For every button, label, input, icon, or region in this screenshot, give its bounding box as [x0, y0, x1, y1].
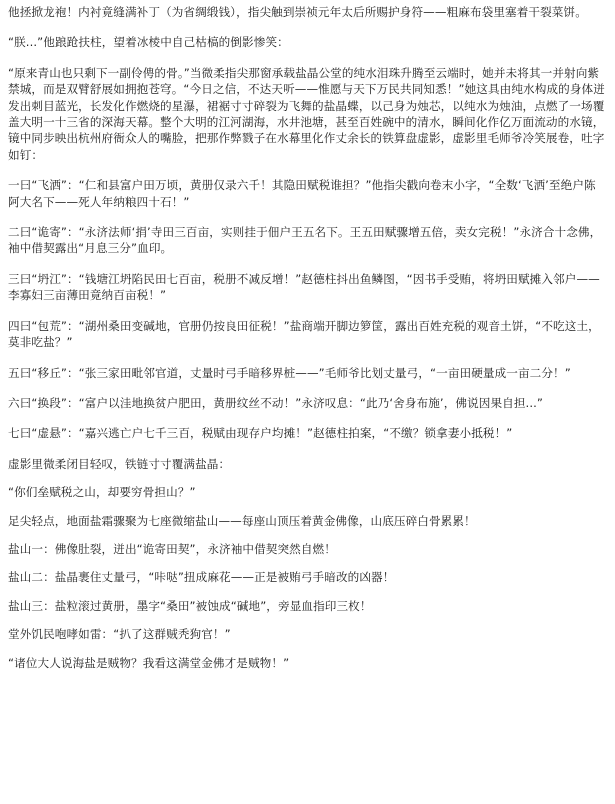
- paragraph-3: “原来青山也只剩下一副伶俜的骨。”当微柔指尖那窗承载盐晶公堂的纯水泪珠升腾至云端时，她并未将其一并射向紫禁城，而是双臂舒展如拥抱苍穹。“今日之信，不达天听——惟愿与天下万民共同知悉！”她这具由纯水构成的身体迸发出刺目蓝光，长发化作燃烧的星瀑，裙裾寸寸碎裂为飞舞的盐晶蝶，以己身为烛芯，以纯水为烛油，点燃了一场覆盖大明一十三省的深海天幕。整个大明的江河湖海，水井池塘，甚至百姓碗中的清水，瞬间化作亿万面流动的水镜，镜中同步映出杭州府衙众人的嘴脸，把那作弊戮子在水幕里化作丈余长的铁算盘虚影，虚影里毛师爷冷笑展卷，吐字如钉：: [8, 65, 605, 162]
- paragraph-2: “朕...”他踉跄扶柱，望着冰棱中自己枯槁的倒影惨笑：: [8, 35, 289, 50]
- paragraph-18: “诸位大人说海盐是贼物？我看这满堂金佛才是贼物！”: [8, 655, 290, 670]
- paragraph-8: 五曰“移丘”：“张三家田毗邻官道，丈量时弓手暗移界桩——”毛师爷比划丈量弓，“一亩田硬量成一亩二分！”: [8, 365, 571, 380]
- paragraph-10: 七曰“虚悬”：“嘉兴逃亡户七千三百，税赋由现存户均摊！”赵德柱拍案，“不缴？锁拿妻小抵税！”: [8, 426, 513, 441]
- paragraph-14: 盐山一：佛像肚裂，迸出“诡寄田契”，永济袖中借契突然自燃！: [8, 541, 336, 556]
- paragraph-15: 盐山二：盐晶裹住丈量弓，“咔哒”扭成麻花——正是被贿弓手暗改的凶器！: [8, 570, 395, 585]
- paragraph-17: 堂外饥民咆哮如雷：“扒了这群贼秃狗官！”: [8, 627, 231, 642]
- paragraph-4: 一曰“飞洒”：“仁和县富户田万顷，黄册仅录六千！其隐田赋税谁担？”他指尖戳向卷末小字，“全数‘飞洒’至绝户陈阿大名下——死人年纳粮四十石！”: [8, 178, 596, 209]
- paragraph-13: 足尖轻点，地面盐霜骤聚为七座微缩盐山——每座山顶压着黄金佛像，山底压碎白骨累累！: [8, 513, 476, 528]
- paragraph-11: 虚影里微柔闭目轻叹，铁链寸寸覆满盐晶：: [8, 456, 231, 471]
- paragraph-1: 他拯掀龙袍！内衬竟缝满补丁（为省绸缎钱），指尖触到崇祯元年太后所赐护身符——粗麻布袋里塞着干裂菜饼。: [8, 5, 587, 19]
- paragraph-9: 六曰“换段”：“富户以洼地换贫户肥田，黄册纹丝不动！”永济叹息：“此乃‘舍身布施’，佛说因果自担...”: [8, 395, 544, 410]
- paragraph-16: 盐山三：盐粒滚过黄册，墨字“桑田”被蚀成“碱地”，旁显血指印三枚！: [8, 598, 372, 613]
- paragraph-7: 四曰“包荒”：“湖州桑田变碱地，官册仍按良田征税！”盐商端开脚边箩筐，露出百姓充税的观音土饼，“不吃这土，莫非吃盐？”: [8, 318, 600, 350]
- paragraph-12: “你们垒赋税之山，却要穷骨担山？”: [8, 485, 196, 500]
- paragraph-5: 二曰“诡寄”：“永济法师‘捐’寺田三百亩，实则挂于佃户王五名下。王五田赋骤增五倍，卖女完税！”永济合十念佛，袖中借契露出“月息三分”血印。: [8, 225, 602, 256]
- paragraph-6: 三曰“坍江”：“钱塘江坍陷民田七百亩，税册不减反增！”赵德柱抖出鱼鳞图，“因书手受贿，将坍田赋摊入邻户——李寡妇三亩薄田竟纳百亩税！”: [8, 271, 600, 303]
